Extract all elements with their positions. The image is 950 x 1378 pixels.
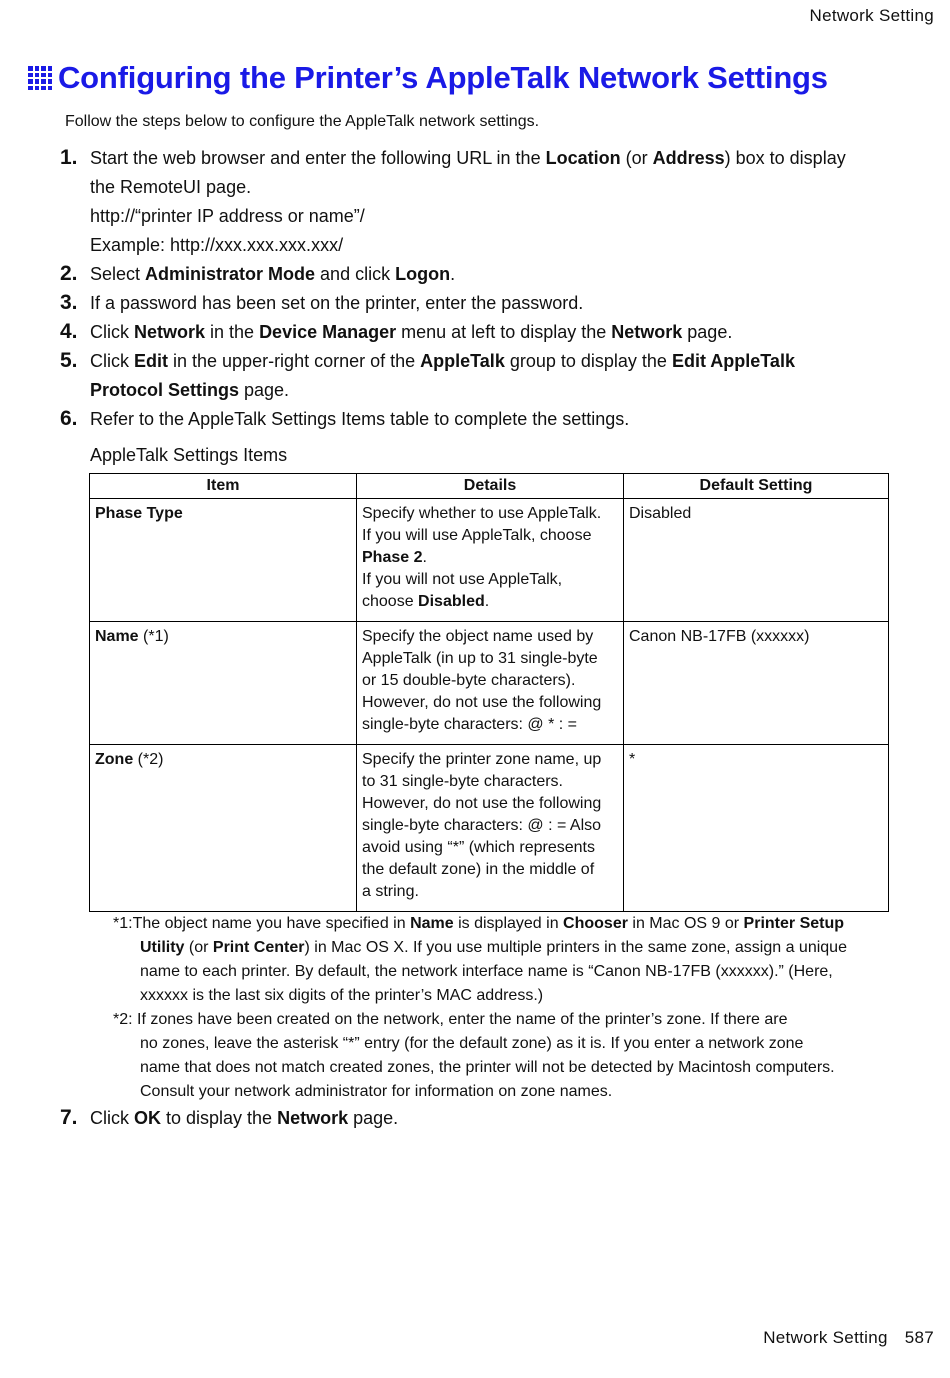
text-run: Consult your network administrator for information on zone names. bbox=[140, 1083, 613, 1100]
text-run: ) box to display bbox=[724, 148, 846, 168]
bold-term: Administrator Mode bbox=[145, 264, 316, 284]
detail-line bbox=[362, 749, 618, 771]
text-run: page. bbox=[682, 322, 733, 342]
cell-details bbox=[357, 499, 624, 622]
footer-section: Network Setting bbox=[763, 1328, 888, 1347]
column-header-details: Details bbox=[357, 474, 624, 499]
step-line bbox=[90, 173, 900, 202]
step-line bbox=[90, 347, 900, 376]
text-run: the default zone) in the middle of bbox=[362, 861, 595, 878]
text-run: Specify the object name used by bbox=[362, 628, 594, 645]
text-run: (or bbox=[620, 148, 653, 168]
bold-term: Logon bbox=[395, 264, 451, 284]
text-run: . bbox=[422, 549, 427, 566]
page-number: 587 bbox=[904, 1328, 934, 1347]
title-row bbox=[28, 60, 828, 96]
step-item bbox=[60, 260, 900, 289]
step-line bbox=[90, 318, 900, 347]
footnotes bbox=[113, 912, 898, 1104]
bold-term: Utility bbox=[140, 939, 185, 956]
footnote-line bbox=[113, 1056, 898, 1080]
text-run: avoid using “*” (which represents bbox=[362, 839, 595, 856]
text-run: group to display the bbox=[504, 351, 672, 371]
step-line bbox=[90, 405, 900, 434]
step-number: 3. bbox=[60, 291, 78, 314]
footnote bbox=[113, 912, 898, 1008]
bold-term: Name bbox=[410, 915, 454, 932]
intro-text: Follow the steps below to configure the AppleTalk network settings. bbox=[65, 113, 540, 130]
text-run: *1:The object name you have specified in bbox=[113, 915, 411, 932]
footnote bbox=[113, 1008, 898, 1104]
text-run: If a password has been set on the printer, enter the password. bbox=[90, 293, 584, 313]
text-run: (*2) bbox=[133, 751, 164, 768]
cell-item bbox=[90, 622, 357, 745]
detail-line bbox=[362, 771, 618, 793]
cell-item bbox=[90, 499, 357, 622]
detail-line bbox=[362, 837, 618, 859]
settings-table bbox=[89, 473, 889, 912]
bold-term: Device Manager bbox=[259, 322, 397, 342]
text-run: (*1) bbox=[138, 628, 169, 645]
steps-list bbox=[60, 144, 900, 434]
text-run: to 31 single-byte characters. bbox=[362, 773, 563, 790]
text-run: menu at left to display the bbox=[396, 322, 612, 342]
footnote-line bbox=[113, 912, 898, 936]
detail-line bbox=[362, 591, 618, 613]
text-run: Specify whether to use AppleTalk. bbox=[362, 505, 602, 522]
step-number: 2. bbox=[60, 262, 78, 285]
text-run: or 15 double-byte characters). bbox=[362, 672, 576, 689]
step-number: 7. bbox=[60, 1106, 78, 1129]
step-line bbox=[90, 289, 900, 318]
detail-line bbox=[362, 815, 618, 837]
step-item bbox=[60, 347, 900, 405]
footnote-line bbox=[113, 1032, 898, 1056]
text-run: a string. bbox=[362, 883, 419, 900]
grid-icon bbox=[28, 66, 52, 90]
step-item bbox=[60, 318, 900, 347]
footnote-line bbox=[113, 960, 898, 984]
text-run: no zones, leave the asterisk “*” entry (for the default zone) as it is. If you enter a network zone bbox=[140, 1035, 804, 1052]
detail-line bbox=[362, 881, 618, 903]
bold-term: Zone bbox=[95, 751, 134, 768]
bold-term: Address bbox=[652, 148, 725, 168]
bold-term: Network bbox=[134, 322, 206, 342]
bold-term: Phase 2 bbox=[362, 549, 423, 566]
text-run: However, do not use the following bbox=[362, 694, 602, 711]
text-run: AppleTalk (in up to 31 single-byte bbox=[362, 650, 598, 667]
step-number: 1. bbox=[60, 146, 78, 169]
text-run: Select bbox=[90, 264, 146, 284]
step-number: 4. bbox=[60, 320, 78, 343]
bold-term: OK bbox=[134, 1108, 161, 1128]
detail-line bbox=[362, 714, 618, 736]
table-caption: AppleTalk Settings Items bbox=[90, 445, 288, 465]
detail-line bbox=[362, 547, 618, 569]
bold-term: Phase Type bbox=[95, 505, 183, 522]
text-run: single-byte characters: @ : = Also bbox=[362, 817, 602, 834]
text-run: Click bbox=[90, 322, 134, 342]
detail-line bbox=[362, 525, 618, 547]
table-row bbox=[90, 745, 889, 912]
step-line bbox=[90, 1104, 398, 1133]
step-item bbox=[60, 144, 900, 260]
text-run: Click bbox=[90, 351, 134, 371]
bold-term: Edit bbox=[134, 351, 168, 371]
detail-line bbox=[362, 670, 618, 692]
text-run: If you will use AppleTalk, choose bbox=[362, 527, 592, 544]
text-run: in Mac OS 9 or bbox=[627, 915, 744, 932]
table-header-row bbox=[90, 474, 889, 499]
step-number: 6. bbox=[60, 407, 78, 430]
bold-term: AppleTalk bbox=[420, 351, 505, 371]
running-footer bbox=[763, 1328, 934, 1348]
cell-details bbox=[357, 622, 624, 745]
text-run: ) in Mac OS X. If you use multiple printers in the same zone, assign a unique bbox=[304, 939, 847, 956]
bold-term: Network bbox=[611, 322, 683, 342]
text-run: choose bbox=[362, 593, 419, 610]
text-run: page. bbox=[239, 380, 290, 400]
footnote-line bbox=[113, 1008, 898, 1032]
bold-term: Print Center bbox=[212, 939, 305, 956]
text-run: Example: http://xxx.xxx.xxx.xxx/ bbox=[90, 235, 344, 255]
step-line bbox=[90, 144, 900, 173]
cell-details bbox=[357, 745, 624, 912]
footnote-line bbox=[113, 1080, 898, 1104]
text-run: to display the bbox=[161, 1108, 278, 1128]
running-header: Network Setting bbox=[809, 6, 934, 25]
text-run: Specify the printer zone name, up bbox=[362, 751, 602, 768]
bold-term: Printer Setup bbox=[743, 915, 845, 932]
bold-term: Edit AppleTalk bbox=[671, 351, 795, 371]
text-run: http://“printer IP address or name”/ bbox=[90, 206, 365, 226]
detail-line bbox=[362, 626, 618, 648]
footnote-line bbox=[113, 984, 898, 1008]
detail-line bbox=[362, 503, 618, 525]
detail-line bbox=[362, 692, 618, 714]
page-title: Configuring the Printer’s AppleTalk Network Settings bbox=[58, 60, 828, 95]
text-run: name to each printer. By default, the network interface name is “Canon NB-17FB (xxxxxx).” (Here, bbox=[140, 963, 833, 980]
text-run: single-byte characters: @ * : = bbox=[362, 716, 577, 733]
table-row bbox=[90, 622, 889, 745]
detail-line bbox=[362, 569, 618, 591]
bold-term: Name bbox=[95, 628, 139, 645]
text-run: page. bbox=[348, 1108, 399, 1128]
text-run: xxxxxx is the last six digits of the printer’s MAC address.) bbox=[140, 987, 544, 1004]
bold-term: Network bbox=[277, 1108, 349, 1128]
footnote-line bbox=[113, 936, 898, 960]
detail-line bbox=[362, 793, 618, 815]
cell-item bbox=[90, 745, 357, 912]
step-number: 5. bbox=[60, 349, 78, 372]
text-run: However, do not use the following bbox=[362, 795, 602, 812]
table-row bbox=[90, 499, 889, 622]
text-run: the RemoteUI page. bbox=[90, 177, 252, 197]
step-item bbox=[60, 405, 900, 434]
text-run: name that does not match created zones, the printer will not be detected by Macintosh computers. bbox=[140, 1059, 835, 1076]
cell-default: Disabled bbox=[624, 499, 889, 622]
step-item bbox=[60, 289, 900, 318]
cell-default: Canon NB-17FB (xxxxxx) bbox=[624, 622, 889, 745]
text-run: If you will not use AppleTalk, bbox=[362, 571, 563, 588]
text-run: (or bbox=[184, 939, 213, 956]
step-7 bbox=[60, 1104, 398, 1133]
column-header-default: Default Setting bbox=[624, 474, 889, 499]
step-line bbox=[90, 231, 900, 260]
text-run: Click bbox=[90, 1108, 134, 1128]
text-run: . bbox=[450, 264, 456, 284]
text-run: in the bbox=[205, 322, 260, 342]
detail-line bbox=[362, 859, 618, 881]
step-line bbox=[90, 202, 900, 231]
bold-term: Chooser bbox=[563, 915, 628, 932]
text-run: Refer to the AppleTalk Settings Items table to complete the settings. bbox=[90, 409, 630, 429]
text-run: Start the web browser and enter the following URL in the bbox=[90, 148, 546, 168]
text-run: and click bbox=[315, 264, 396, 284]
cell-default: * bbox=[624, 745, 889, 912]
column-header-item: Item bbox=[90, 474, 357, 499]
step-line bbox=[90, 260, 900, 289]
text-run: in the upper-right corner of the bbox=[168, 351, 421, 371]
step-item bbox=[60, 1104, 398, 1133]
step-line bbox=[90, 376, 900, 405]
bold-term: Location bbox=[545, 148, 621, 168]
bold-term: Disabled bbox=[418, 593, 485, 610]
text-run: *2: If zones have been created on the network, enter the name of the printer’s zone. If there are bbox=[113, 1011, 788, 1028]
detail-line bbox=[362, 648, 618, 670]
text-run: is displayed in bbox=[453, 915, 564, 932]
text-run: . bbox=[484, 593, 490, 610]
bold-term: Protocol Settings bbox=[90, 380, 240, 400]
